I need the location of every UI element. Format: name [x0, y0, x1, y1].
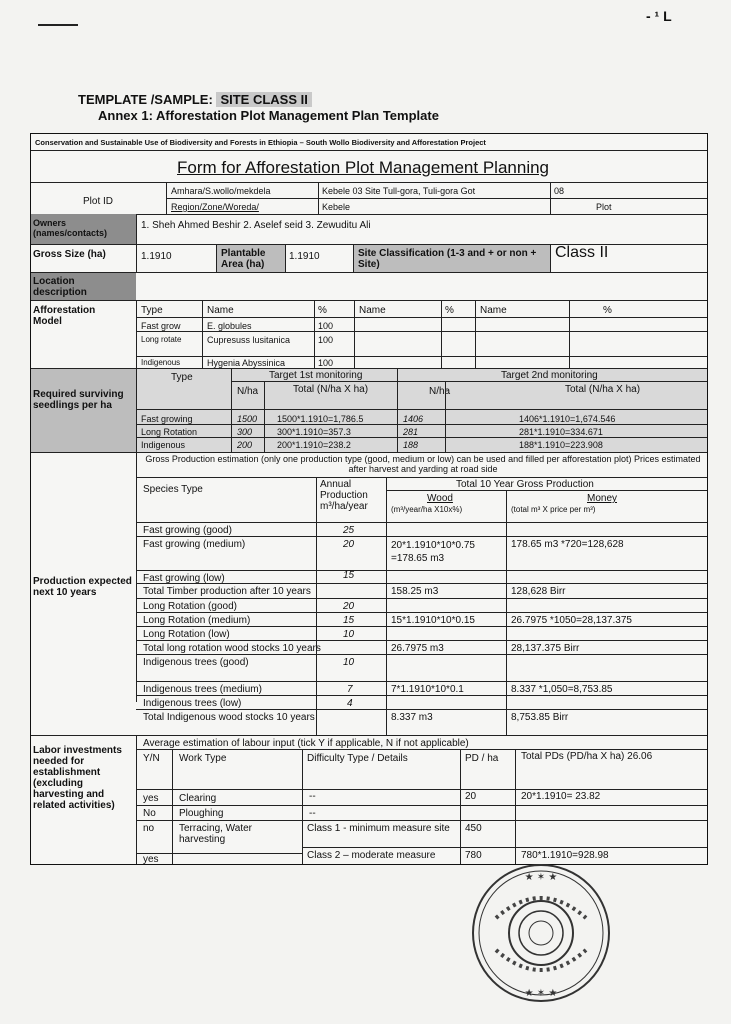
- seedlings-row-n2: 1406: [403, 414, 424, 424]
- annual-production-header: Annual Production m³/ha/year: [320, 479, 368, 512]
- seedlings-row-type: Fast growing: [141, 414, 193, 424]
- afforestation-row-type: Indigenous: [141, 358, 181, 367]
- plot-label: Plot: [596, 202, 612, 212]
- production-note: Gross Production estimation (only one production type (good, medium or low) can be used and filled per afforestation plot) Prices estimated after harvest and yarding at road side: [145, 454, 701, 474]
- production-row-species: Indigenous trees (low): [143, 698, 242, 709]
- wood-unit-header: (m³/year/ha X10x%): [391, 505, 463, 514]
- production-row-money: 178.65 m3 *720=128,628: [511, 539, 624, 550]
- production-row-wood: 26.7975 m3: [391, 643, 444, 654]
- plot-management-form: [30, 133, 708, 865]
- production-row-species: Total Timber production after 10 years: [143, 586, 311, 597]
- svg-text:★ ✶ ★: ★ ✶ ★: [524, 988, 558, 999]
- production-row-species: Total Indigenous wood stocks 10 years: [143, 712, 315, 723]
- site-classification-value: Class II: [555, 244, 609, 261]
- project-line: Conservation and Sustainable Use of Biodiversity and Forests in Ethiopia – South Wollo Biodiversity and Afforestation Project: [35, 138, 486, 147]
- production-label: Production expected next 10 years: [33, 576, 132, 598]
- labor-row-pd: 20: [465, 791, 477, 802]
- seedlings-label: Required surviving seedlings per ha: [33, 389, 124, 411]
- labor-pd-header: PD / ha: [465, 753, 499, 764]
- annex-title: Annex 1: Afforestation Plot Management Plan Template: [98, 108, 439, 123]
- gross-size-value: 1.1910: [141, 251, 172, 262]
- afforestation-row-pct: 100: [318, 321, 334, 331]
- afforestation-pct-header: %: [318, 305, 327, 316]
- labor-row-yn: No: [143, 808, 156, 819]
- plantable-area-label: Plantable Area (ha): [221, 248, 266, 270]
- afforestation-type-header: Type: [141, 305, 163, 316]
- labor-row-pd: 780: [465, 850, 482, 861]
- target2-header: Target 2nd monitoring: [501, 370, 598, 381]
- target2-total-header: Total (N/ha X ha): [565, 384, 641, 395]
- afforestation-name2-header: Name: [359, 305, 386, 316]
- production-row-species: Fast growing (medium): [143, 539, 246, 550]
- labor-row-total: 780*1.1910=928.98: [521, 850, 609, 861]
- gross-size-label: Gross Size (ha): [33, 249, 106, 260]
- labor-difficulty-header: Difficulty Type / Details: [307, 753, 408, 764]
- afforestation-row-type: Fast grow: [141, 321, 181, 331]
- seedlings-row-t1: 300*1.1910=357.3: [277, 427, 351, 437]
- production-row-wood: 15*1.1910*10*0.15: [391, 615, 475, 626]
- plot-id-label: Plot ID: [83, 196, 114, 207]
- labor-row-yn: yes: [143, 793, 159, 804]
- target1-nha-header: N/ha: [237, 386, 259, 397]
- production-row-species: Indigenous trees (good): [143, 657, 249, 668]
- template-title: [78, 92, 312, 107]
- afforestation-row-name: Cupresuss lusitanica: [207, 335, 291, 345]
- site-class-highlight: SITE CLASS II: [216, 92, 311, 107]
- labor-yn-header: Y/N: [143, 753, 160, 764]
- seedlings-row-n1: 200: [237, 440, 253, 450]
- labor-label: Labor investments needed for establishment (excluding harvesting and related activities): [33, 745, 122, 811]
- seedlings-row-t1: 1500*1.1910=1,786.5: [277, 414, 364, 424]
- production-row-species: Fast growing (low): [143, 573, 225, 584]
- labor-row-pd: 450: [465, 823, 482, 834]
- afforestation-row-name: E. globules: [207, 321, 252, 331]
- production-row-annual: 4: [347, 698, 353, 709]
- production-row-species: Indigenous trees (medium): [143, 684, 262, 695]
- afforestation-row-pct: 100: [318, 358, 334, 368]
- production-row-money: 8,753.85 Birr: [511, 712, 569, 723]
- labor-note: Average estimation of labour input (tick Y if applicable, N if not applicable): [143, 738, 469, 749]
- owners-value: 1. Sheh Ahmed Beshir 2. Aselef seid 3. Zewuditu Ali: [141, 220, 371, 231]
- owners-label: Owners (names/contacts): [33, 218, 108, 238]
- afforestation-row-pct: 100: [318, 335, 334, 345]
- seedlings-row-t2: 1406*1.1910=1,674.546: [519, 414, 616, 424]
- labor-row-work: Terracing, Water harvesting: [179, 823, 252, 845]
- production-row-species: Fast growing (good): [143, 525, 232, 536]
- production-row-money: 28,137.375 Birr: [511, 643, 580, 654]
- svg-text:★ ✶ ★: ★ ✶ ★: [524, 872, 558, 883]
- labor-row-yn: no: [143, 823, 155, 834]
- production-row-annual: 10: [343, 629, 355, 640]
- site-classification-label: Site Classification (1-3 and + or non + Site): [358, 248, 537, 270]
- production-row-species: Long Rotation (good): [143, 601, 237, 612]
- production-row-money: 26.7975 *1050=28,137.375: [511, 615, 632, 626]
- afforestation-name-header: Name: [207, 305, 234, 316]
- production-row-wood: 7*1.1910*10*0.1: [391, 684, 464, 695]
- seedlings-row-type: Long Rotation: [141, 427, 198, 437]
- money-unit-header: (total m³ X price per m³): [511, 505, 596, 514]
- labor-row-total: 20*1.1910= 23.82: [521, 791, 601, 802]
- form-title: Form for Afforestation Plot Management Planning: [177, 158, 549, 177]
- production-row-money: 8.337 *1,050=8,753.85: [511, 684, 613, 695]
- production-row-annual: 15: [343, 615, 355, 626]
- region-label: Region/Zone/Woreda/: [171, 202, 259, 212]
- production-row-annual: 7: [347, 684, 353, 695]
- plantable-area-value: 1.1910: [289, 251, 320, 262]
- labor-row-difficulty: --: [309, 791, 316, 802]
- production-row-species: Long Rotation (medium): [143, 615, 251, 626]
- seedlings-row-t1: 200*1.1910=238.2: [277, 440, 351, 450]
- production-row-annual: 15: [343, 570, 355, 581]
- labor-row-work: Clearing: [179, 793, 217, 804]
- labor-row-yn: yes: [143, 854, 159, 865]
- region-value: Amhara/S.wollo/mekdela: [171, 186, 271, 196]
- seedlings-row-type: Indigenous: [141, 440, 186, 450]
- plot-value: 08: [554, 186, 565, 196]
- production-row-annual: 10: [343, 657, 355, 668]
- location-label: Location description: [33, 276, 87, 298]
- seedlings-row-n1: 1500: [237, 414, 258, 424]
- afforestation-model-label: Afforestation Model: [33, 305, 96, 327]
- afforestation-pct3-header: %: [603, 305, 612, 316]
- seedlings-row-t2: 281*1.1910=334.671: [519, 427, 603, 437]
- kebele-label: Kebele: [322, 202, 351, 212]
- production-row-species: Total long rotation wood stocks 10 years: [143, 643, 321, 654]
- afforestation-row-type: Long rotate: [141, 335, 182, 344]
- afforestation-name3-header: Name: [480, 305, 507, 316]
- seedlings-row-n2: 281: [403, 427, 419, 437]
- production-row-wood: 8.337 m3: [391, 712, 433, 723]
- official-stamp-seal: [466, 858, 616, 1008]
- seedlings-row-n1: 300: [237, 427, 253, 437]
- wood-header: Wood: [427, 493, 453, 504]
- production-row-wood: 20*1.1910*10*0.75 =178.65 m3: [391, 540, 475, 564]
- target2-nha-header: N/ha: [429, 386, 451, 397]
- labor-row-work: Ploughing: [179, 808, 224, 819]
- production-row-wood: 158.25 m3: [391, 586, 439, 597]
- production-row-annual: 20: [343, 539, 355, 550]
- seedlings-type-header: Type: [171, 372, 193, 383]
- production-row-annual: 25: [343, 525, 355, 536]
- labor-row-difficulty: --: [309, 808, 316, 819]
- species-type-header: Species Type: [143, 484, 203, 495]
- labor-total-header: Total PDs (PD/ha X ha) 26.06: [521, 751, 653, 762]
- afforestation-row-name: Hygenia Abyssinica: [207, 358, 286, 368]
- template-title-prefix: TEMPLATE /SAMPLE:: [78, 92, 213, 107]
- kebele-value: Kebele 03 Site Tull-gora, Tuli-gora Got: [322, 186, 476, 196]
- target1-header: Target 1st monitoring: [269, 370, 363, 381]
- seedlings-row-n2: 188: [403, 440, 419, 450]
- labor-row-difficulty: Class 2 – moderate measure: [307, 850, 436, 861]
- corner-mark: - ¹ L: [646, 8, 672, 24]
- production-row-money: 128,628 Birr: [511, 586, 566, 597]
- afforestation-pct2-header: %: [445, 305, 454, 316]
- corner-dash: [38, 24, 78, 26]
- production-row-annual: 20: [343, 601, 355, 612]
- total-10-year-header: Total 10 Year Gross Production: [456, 479, 594, 490]
- labor-work-header: Work Type: [179, 753, 227, 764]
- production-row-species: Long Rotation (low): [143, 629, 230, 640]
- target1-total-header: Total (N/ha X ha): [293, 384, 369, 395]
- seedlings-row-t2: 188*1.1910=223.908: [519, 440, 603, 450]
- money-header: Money: [587, 493, 618, 504]
- labor-row-difficulty: Class 1 - minimum measure site: [307, 823, 450, 834]
